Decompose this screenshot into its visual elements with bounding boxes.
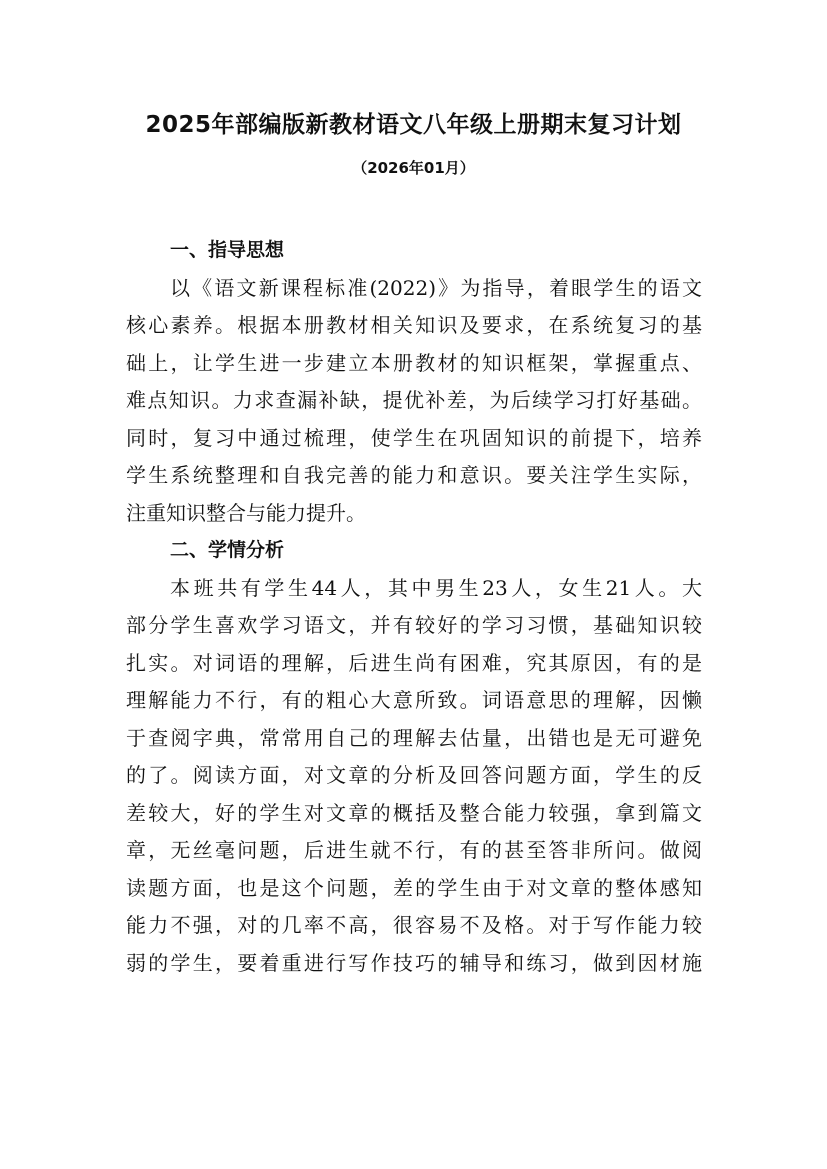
paragraph-line: 学生系统整理和自我完善的能力和意识。要关注学生实际，: [126, 463, 702, 487]
section-paragraph-guiding-ideology: [126, 270, 702, 533]
paragraph-line: 本班共有学生44人，其中男生23人，女生21人。大: [170, 575, 702, 600]
paragraph-line: 同时，复习中通过梳理，使学生在巩固知识的前提下，培养: [126, 425, 702, 450]
paragraph-line: 以《语文新课程标准(2022)》为指导，着眼学生的语文: [170, 275, 702, 300]
paragraph-line: 注重知识整合与能力提升。: [126, 500, 366, 525]
paragraph-line: 理解能力不行，有的粗心大意所致。词语意思的理解，因懒: [126, 688, 702, 712]
paragraph-line: 能力不强，对的几率不高，很容易不及格。对于写作能力较: [126, 913, 702, 937]
paragraph-line: 扎实。对词语的理解，后进生尚有困难，究其原因，有的是: [126, 650, 702, 675]
paragraph-line: 章，无丝毫问题，后进生就不行，有的甚至答非所问。做阅: [126, 838, 702, 862]
paragraph-line: 础上，让学生进一步建立本册教材的知识框架，掌握重点、: [126, 350, 702, 375]
paragraph-line: 部分学生喜欢学习语文，并有较好的学习习惯，基础知识较: [126, 613, 702, 637]
document-body: [126, 232, 702, 982]
paragraph-line: 难点知识。力求查漏补缺，提优补差，为后续学习打好基础。: [126, 388, 702, 412]
paragraph-line: 弱的学生，要着重进行写作技巧的辅导和练习，做到因材施: [126, 950, 702, 975]
paragraph-line: 读题方面，也是这个问题，差的学生由于对文章的整体感知: [126, 875, 702, 900]
document-title: 2025年部编版新教材语文八年级上册期末复习计划: [145, 112, 682, 138]
section-heading-student-analysis: 二、学情分析: [170, 539, 285, 561]
document-date: （2026年01月）: [352, 159, 475, 177]
paragraph-line: 差较大，好的学生对文章的概括及整合能力较强，拿到篇文: [126, 800, 702, 825]
paragraph-line: 于查阅字典，常常用自己的理解去估量，出错也是无可避免: [126, 725, 702, 750]
paragraph-line: 的了。阅读方面，对文章的分析及回答问题方面，学生的反: [126, 763, 702, 787]
section-heading-guiding-ideology: 一、指导思想: [170, 239, 285, 261]
section-paragraph-student-analysis: [126, 570, 702, 983]
paragraph-line: 核心素养。根据本册教材相关知识及要求，在系统复习的基: [126, 313, 702, 337]
